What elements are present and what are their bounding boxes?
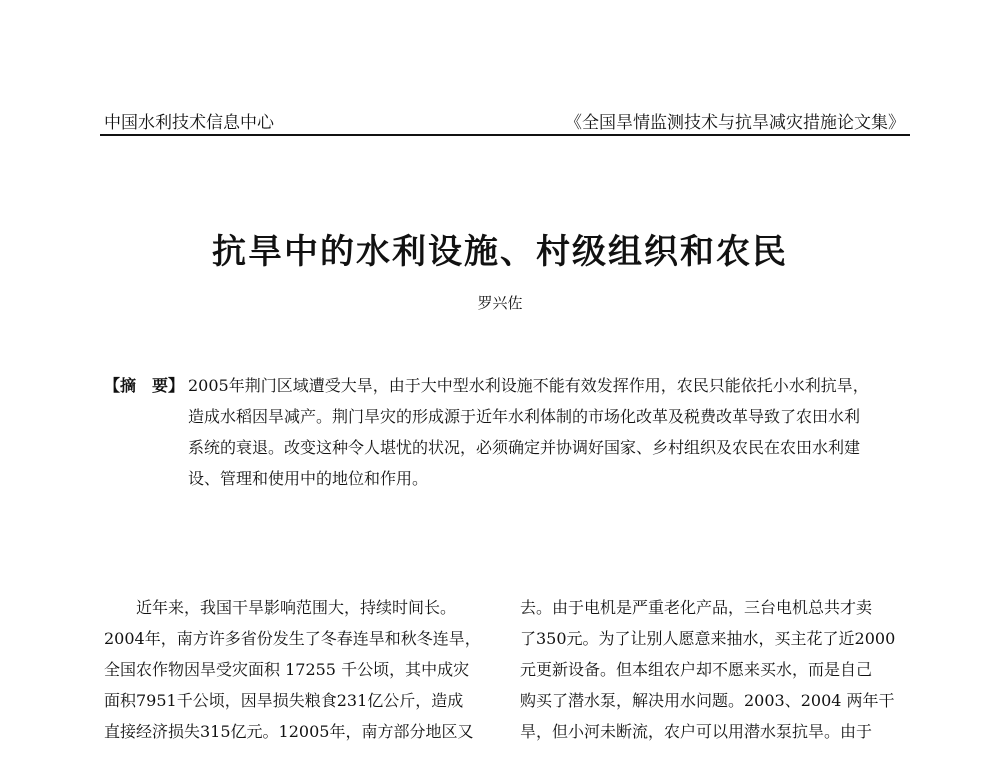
body-line: 了350元。为了让别人愿意来抽水，买主花了近2000: [520, 629, 896, 648]
running-header-left: 中国水利技术信息中心: [104, 113, 274, 133]
abstract-text: [188, 370, 912, 494]
body-line: 旱，但小河未断流，农户可以用潜水泵抗旱。由于: [520, 722, 873, 741]
body-line: 购买了潜水泵，解决用水问题。2003、2004 两年干: [520, 691, 895, 710]
abstract-line: 设、管理和使用中的地位和作用。: [188, 469, 429, 488]
body-line: 面积7951千公顷，因旱损失粮食231亿公斤，造成: [104, 691, 464, 710]
abstract: [104, 370, 912, 494]
abstract-line: 系统的衰退。改变这种令人堪忧的状况，必须确定并协调好国家、乡村组织及农民在农田水利建: [188, 438, 861, 457]
body-line: 去。由于电机是严重老化产品，三台电机总共才卖: [520, 598, 873, 617]
header-rule: [100, 134, 910, 136]
body-line: 2004年，南方许多省份发生了冬春连旱和秋冬连旱，: [104, 629, 481, 648]
paper-title: 抗旱中的水利设施、村级组织和农民: [212, 232, 788, 272]
abstract-line: 2005年荆门区域遭受大旱，由于大中型水利设施不能有效发挥作用，农民只能依托小水利抗旱，: [188, 376, 869, 395]
abstract-label: 【摘 要】: [104, 376, 185, 395]
body-line: 直接经济损失315亿元。12005年，南方部分地区又: [104, 722, 474, 741]
abstract-line: 造成水稻因旱减产。荆门旱灾的形成源于近年水利体制的市场化改革及税费改革导致了农田水利: [188, 407, 861, 426]
running-header-right: 《全国旱情监测技术与抗旱减灾措施论文集》: [565, 113, 905, 133]
author-name: 罗兴佐: [477, 294, 523, 312]
body-line: 元更新设备。但本组农户却不愿来买水，而是自己: [520, 660, 873, 679]
body-column-left: [104, 592, 494, 747]
body-line: 全国农作物因旱受灾面积 17255 千公顷，其中成灾: [104, 660, 470, 679]
body-line: 近年来，我国干旱影响范围大，持续时间长。: [136, 598, 457, 617]
body-column-right: [520, 592, 910, 747]
